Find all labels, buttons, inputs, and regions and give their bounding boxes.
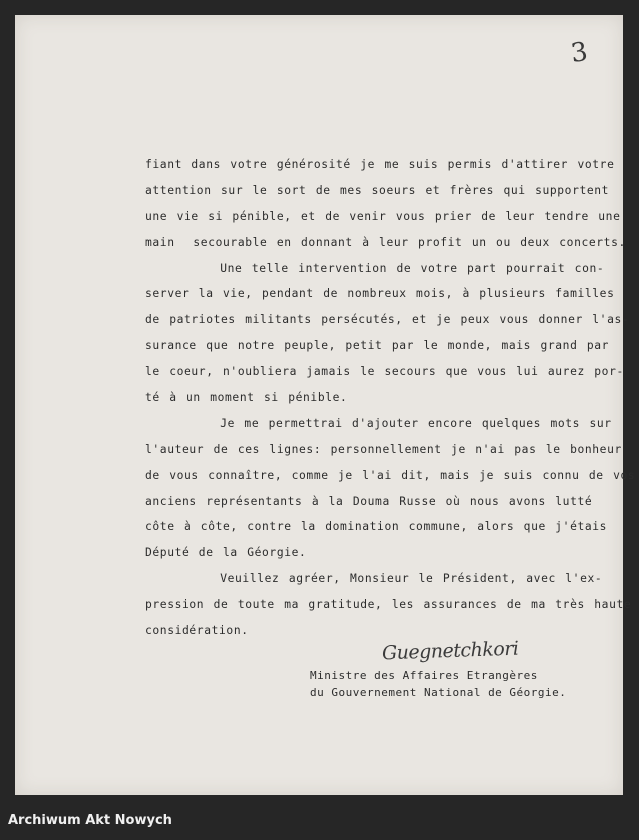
body-line: main secourable en donnant à leur profit un ou deux concerts.: [145, 235, 626, 249]
body-line: Veuillez agréer, Monsieur le Président, avec l'ex-: [145, 572, 603, 586]
body-line: Député de la Géorgie.: [145, 546, 307, 560]
body-line: surance que notre peuple, petit par le monde, mais grand par: [145, 339, 610, 353]
body-line: considération.: [145, 624, 249, 638]
archive-watermark: Archiwum Akt Nowych: [8, 813, 172, 828]
body-line: Je me permettrai d'ajouter encore quelques mots sur: [145, 416, 612, 430]
body-line: l'auteur de ces lignes: personnellement je n'ai pas le bonheur: [145, 442, 622, 456]
body-line: de vous connaître, comme je l'ai dit, mais je suis connu de vos: [145, 468, 636, 482]
signatory-title-line: du Gouvernement National de Géorgie.: [310, 686, 567, 699]
body-line: té à un moment si pénible.: [145, 391, 348, 405]
body-line: fiant dans votre générosité je me suis permis d'attirer votre: [145, 158, 615, 171]
signatory-title-line: Ministre des Affaires Etrangères: [310, 669, 538, 682]
letter-body: [145, 152, 636, 644]
body-line: le coeur, n'oubliera jamais le secours que vous lui aurez por-: [145, 365, 624, 379]
body-line: pression de toute ma gratitude, les assurances de ma très haute: [145, 598, 632, 612]
body-line: une vie si pénible, et de venir vous prier de leur tendre une: [145, 209, 621, 223]
body-line: attention sur le sort de mes soeurs et frères qui supportent: [145, 183, 610, 197]
signatory-title: [310, 667, 566, 701]
handwritten-signature: Guegnetchkori: [381, 637, 519, 665]
body-line: server la vie, pendant de nombreux mois, à plusieurs familles: [145, 287, 615, 301]
body-line: de patriotes militants persécutés, et je peux vous donner l'as-: [145, 313, 630, 327]
body-line: côte à côte, contre la domination commune, alors que j'étais: [145, 520, 608, 534]
body-line: Une telle intervention de votre part pourrait con-: [145, 261, 605, 275]
body-line: anciens représentants à la Douma Russe où nous avons lutté: [145, 494, 593, 508]
page-number: 3: [568, 36, 590, 70]
